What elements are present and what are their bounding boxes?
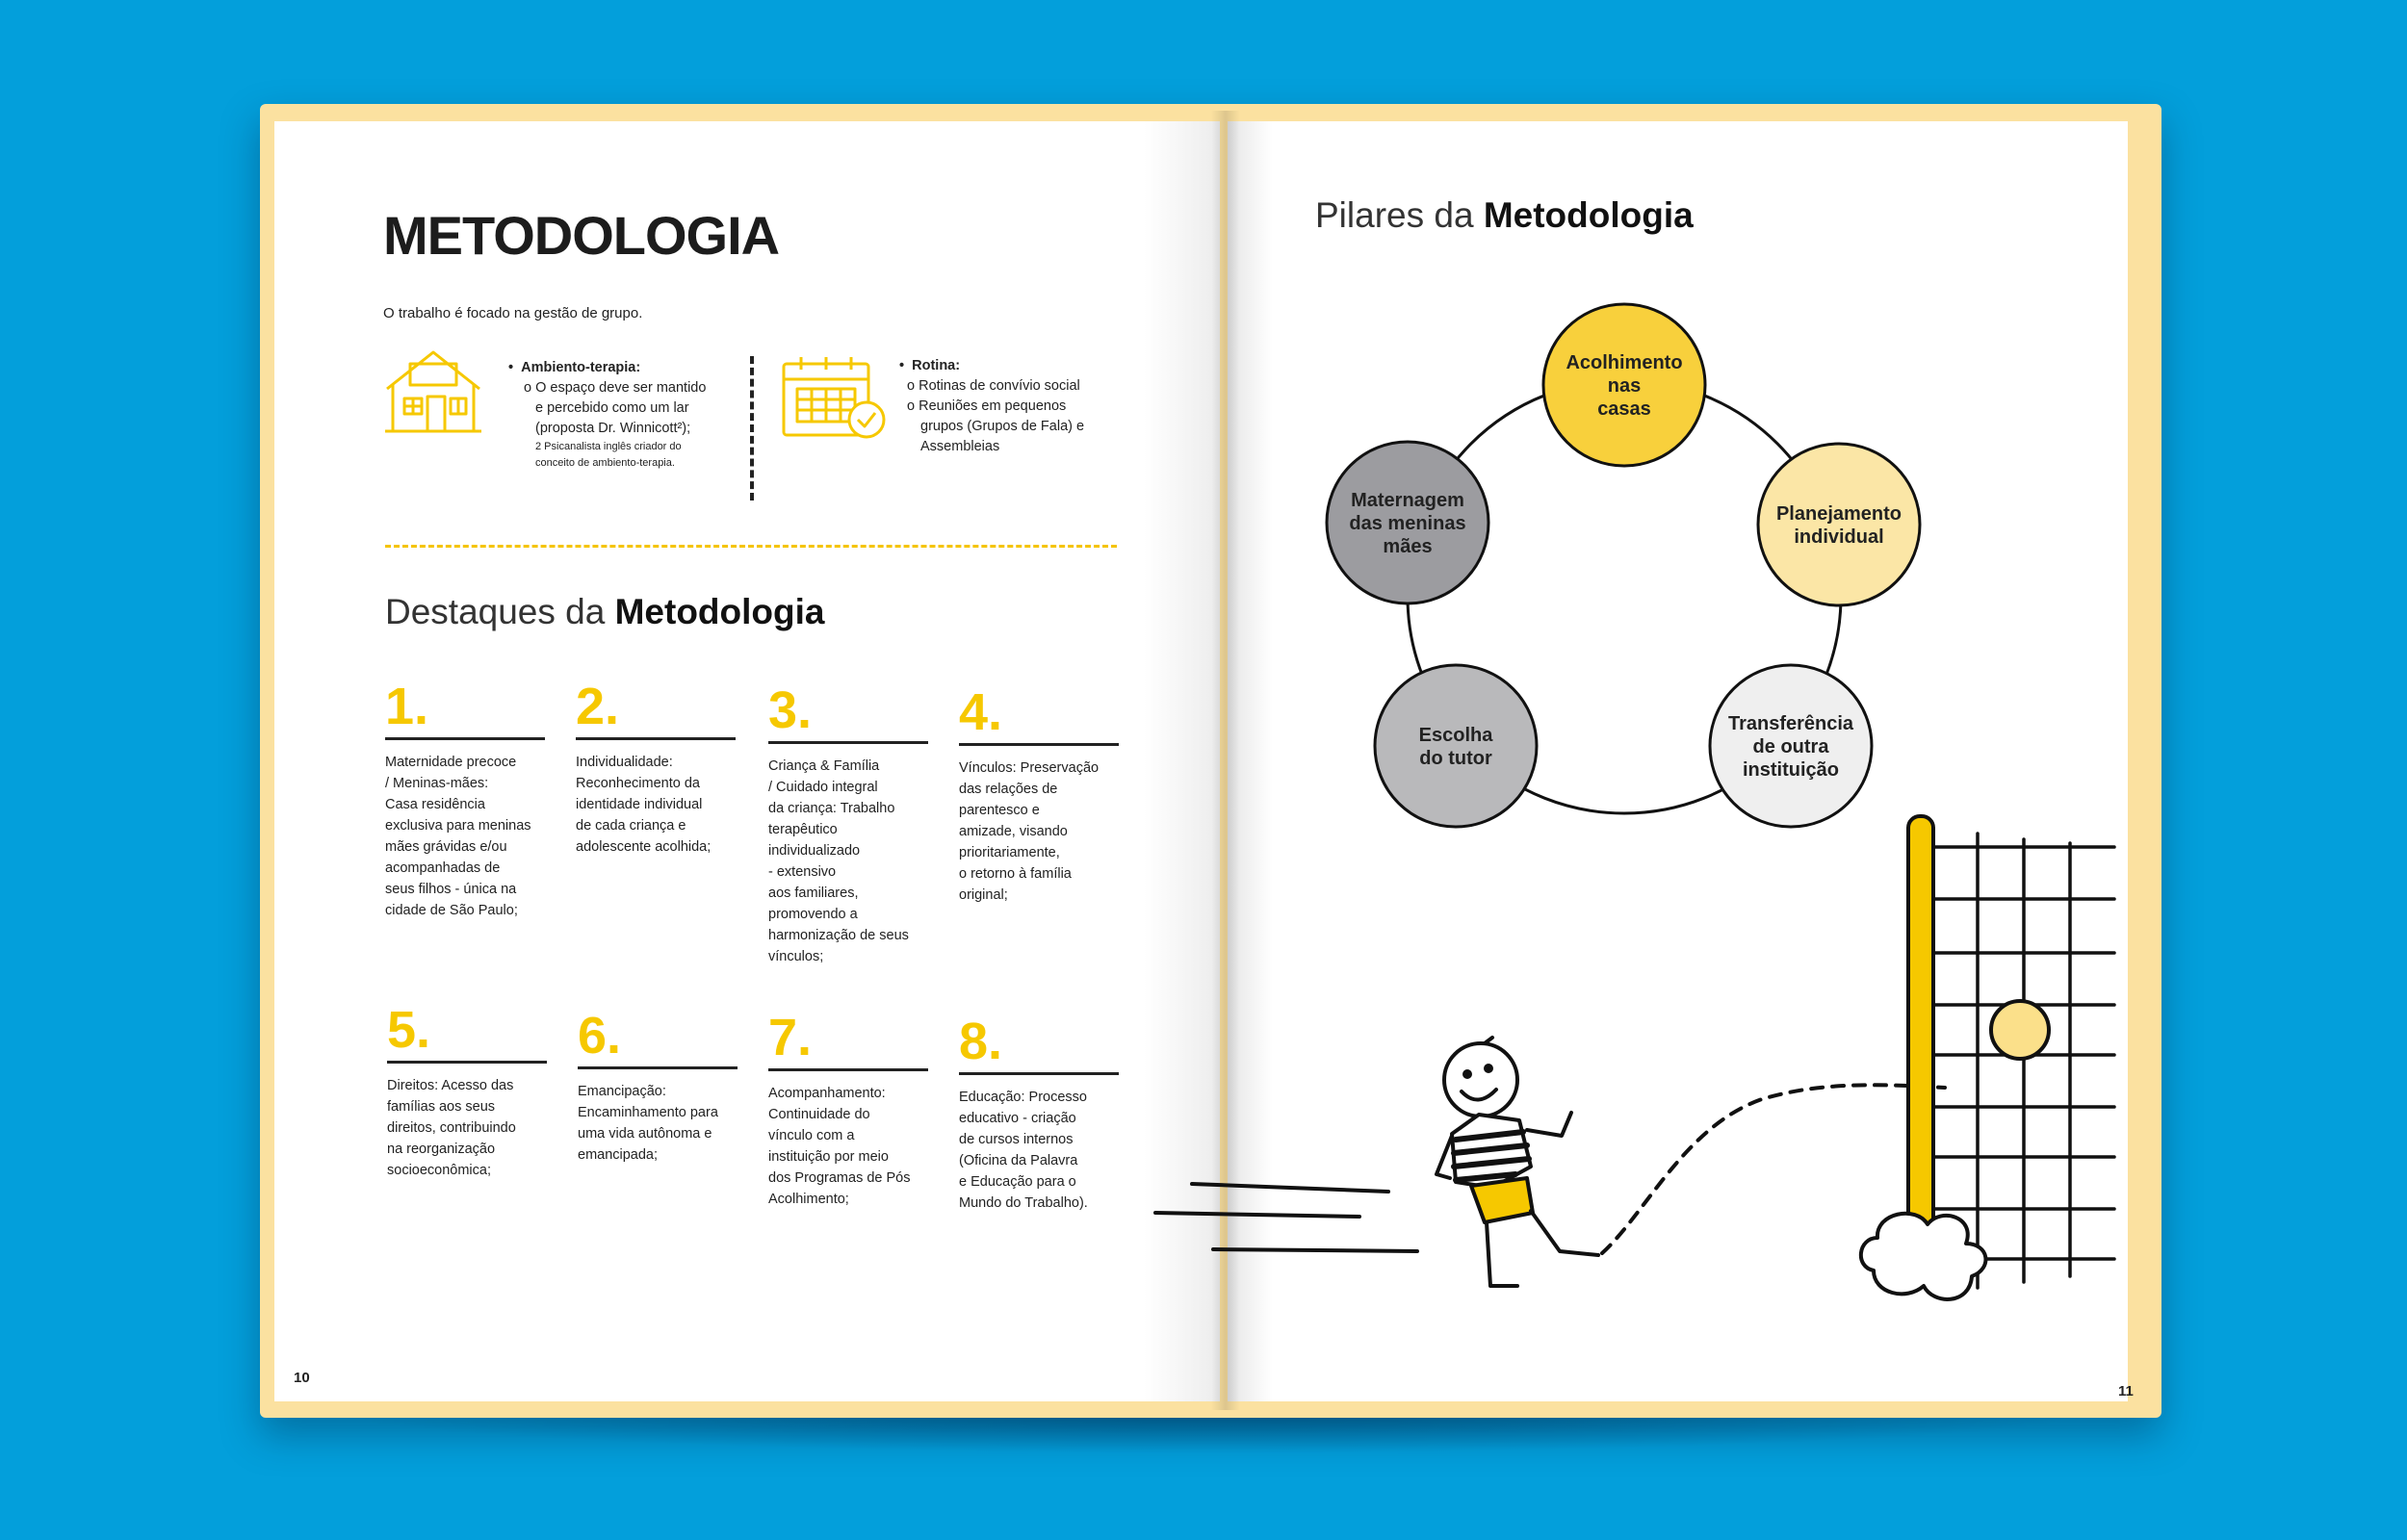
footnote-line: conceito de ambiento-terapia. bbox=[535, 457, 675, 469]
page-title: METODOLOGIA bbox=[383, 205, 780, 266]
highlight-line: identidade individual bbox=[576, 797, 703, 812]
highlight-line: vínculo com a bbox=[768, 1128, 855, 1143]
pillar-label: Planejamento bbox=[1775, 503, 1902, 525]
highlight-number: 4. bbox=[959, 683, 1003, 741]
pillar-label: mães bbox=[1383, 536, 1433, 557]
house-icon bbox=[383, 346, 483, 440]
highlight-line: Acompanhamento: bbox=[768, 1086, 886, 1101]
highlight-item bbox=[768, 1011, 928, 1210]
highlight-rule bbox=[768, 741, 928, 744]
highlight-line: da criança: Trabalho bbox=[768, 801, 895, 816]
pillar-label: Escolha bbox=[1418, 725, 1493, 746]
highlight-line: individualizado bbox=[768, 843, 861, 859]
highlight-line: / Cuidado integral bbox=[768, 780, 878, 795]
highlight-text bbox=[768, 756, 928, 967]
ambiento-line: o O espaço deve ser mantido bbox=[524, 380, 707, 396]
highlight-rule bbox=[576, 737, 736, 740]
highlight-rule bbox=[385, 737, 545, 740]
destaques-heading-light: Destaques da bbox=[385, 592, 615, 631]
dust-cloud bbox=[1861, 1214, 1986, 1299]
pillar-label: Maternagem bbox=[1351, 490, 1464, 511]
pillar-label: das meninas bbox=[1349, 513, 1466, 534]
highlight-line: Direitos: Acesso das bbox=[387, 1078, 514, 1093]
pillar-label: Acolhimento bbox=[1566, 352, 1683, 373]
highlight-line: Reconhecimento da bbox=[576, 776, 700, 791]
goal-post bbox=[1908, 816, 1933, 1249]
highlight-rule bbox=[387, 1061, 547, 1064]
highlight-line: Encaminhamento para bbox=[578, 1105, 718, 1120]
kid-leg bbox=[1531, 1211, 1598, 1255]
kid-eye bbox=[1464, 1071, 1470, 1077]
ambiento-terapia-list bbox=[508, 358, 706, 472]
pillar-label: do tutor bbox=[1419, 748, 1492, 769]
rotina-heading: Rotina: bbox=[912, 358, 961, 373]
kid-kicking-ball-illustration bbox=[1146, 808, 2128, 1348]
highlight-item bbox=[959, 1014, 1119, 1214]
horizontal-dashed-divider bbox=[385, 545, 1117, 548]
kid-hair bbox=[1485, 1038, 1492, 1043]
highlight-item bbox=[768, 683, 928, 967]
pilares-heading-bold: Metodologia bbox=[1483, 195, 1694, 235]
destaques-heading bbox=[385, 592, 824, 632]
highlight-line: uma vida autônoma e bbox=[578, 1126, 712, 1142]
speed-line bbox=[1213, 1249, 1417, 1251]
highlight-line: promovendo a bbox=[768, 907, 858, 922]
highlight-line: na reorganização bbox=[387, 1142, 496, 1157]
highlight-item bbox=[578, 1009, 738, 1166]
ambiento-heading: Ambiento-terapia: bbox=[521, 360, 641, 375]
page-number-right: 11 bbox=[2118, 1383, 2134, 1399]
rotina-line: o Rotinas de convívio social bbox=[907, 378, 1080, 394]
speed-line bbox=[1192, 1184, 1388, 1192]
highlight-number: 1. bbox=[385, 678, 429, 735]
bullet-dot: • bbox=[899, 358, 913, 373]
highlight-number: 6. bbox=[578, 1007, 622, 1065]
highlight-line: / Meninas-mães: bbox=[385, 776, 489, 791]
highlight-line: - extensivo bbox=[768, 864, 837, 880]
highlight-line: Educação: Processo bbox=[959, 1090, 1087, 1105]
highlight-line: seus filhos - única na bbox=[385, 882, 517, 897]
highlight-line: original; bbox=[959, 887, 1008, 903]
highlight-number: 5. bbox=[387, 1001, 431, 1059]
highlight-line: dos Programas de Pós bbox=[768, 1170, 911, 1186]
pillar-label: individual bbox=[1794, 526, 1884, 548]
highlight-line: Maternidade precoce bbox=[385, 755, 517, 770]
bullet-dot: • bbox=[508, 360, 522, 375]
highlight-line: Individualidade: bbox=[576, 755, 673, 770]
highlight-text bbox=[959, 757, 1119, 906]
kid-arm bbox=[1527, 1113, 1571, 1136]
intro-text: O trabalho é focado na gestão de grupo. bbox=[383, 305, 643, 321]
highlight-rule bbox=[959, 743, 1119, 746]
pilares-heading-light: Pilares da bbox=[1315, 195, 1484, 235]
highlight-line: de cada criança e bbox=[576, 818, 686, 834]
pillar-label: nas bbox=[1607, 375, 1642, 397]
highlight-line: Continuidade do bbox=[768, 1107, 870, 1122]
highlight-line: amizade, visando bbox=[959, 824, 1068, 839]
highlight-line: socioeconômica; bbox=[387, 1163, 491, 1178]
pillar-label: instituição bbox=[1742, 759, 1840, 781]
highlight-line: instituição por meio bbox=[768, 1149, 889, 1165]
highlight-line: vínculos; bbox=[768, 949, 824, 964]
rotina-line: grupos (Grupos de Fala) e bbox=[920, 419, 1085, 434]
highlight-line: emancipada; bbox=[578, 1147, 659, 1163]
highlight-line: de cursos internos bbox=[959, 1132, 1074, 1147]
speed-line bbox=[1155, 1213, 1359, 1217]
highlight-line: prioritariamente, bbox=[959, 845, 1060, 860]
highlight-line: educativo - criação bbox=[959, 1111, 1076, 1126]
highlight-line: Vínculos: Preservação bbox=[959, 760, 1100, 776]
highlight-line: famílias aos seus bbox=[387, 1099, 496, 1115]
highlight-line: das relações de bbox=[959, 782, 1058, 797]
ball bbox=[1991, 1001, 2049, 1059]
highlight-text bbox=[578, 1081, 738, 1166]
highlight-text bbox=[959, 1087, 1119, 1214]
highlight-line: e Educação para o bbox=[959, 1174, 1076, 1190]
footnote-line: 2 Psicanalista inglês criador do bbox=[535, 441, 682, 452]
highlight-line: Mundo do Trabalho). bbox=[959, 1195, 1088, 1211]
kid-shorts bbox=[1471, 1178, 1533, 1222]
highlight-text bbox=[768, 1083, 928, 1210]
highlight-number: 7. bbox=[768, 1009, 813, 1066]
rotina-line: o Reuniões em pequenos bbox=[907, 398, 1067, 414]
calendar-check-icon bbox=[780, 354, 888, 448]
highlight-line: direitos, contribuindo bbox=[387, 1120, 516, 1136]
kid-leg bbox=[1487, 1222, 1517, 1286]
pillar-label: Transferência bbox=[1727, 713, 1854, 734]
ambiento-line: e percebido como um lar bbox=[535, 400, 689, 416]
highlight-line: o retorno à família bbox=[959, 866, 1072, 882]
highlight-line: cidade de São Paulo; bbox=[385, 903, 518, 918]
highlight-number: 8. bbox=[959, 1013, 1003, 1070]
highlight-rule bbox=[768, 1068, 928, 1071]
highlight-item bbox=[576, 680, 736, 858]
highlight-number: 2. bbox=[576, 678, 620, 735]
page-number-left: 10 bbox=[294, 1370, 310, 1386]
vertical-dashed-divider bbox=[750, 356, 754, 500]
highlight-item bbox=[959, 685, 1119, 906]
highlight-line: parentesco e bbox=[959, 803, 1040, 818]
kid-eye bbox=[1486, 1065, 1491, 1071]
highlight-line: Casa residência bbox=[385, 797, 485, 812]
highlight-text bbox=[576, 752, 736, 858]
highlight-item bbox=[387, 1003, 547, 1181]
highlight-line: adolescente acolhida; bbox=[576, 839, 712, 855]
ambiento-line: (proposta Dr. Winnicott²); bbox=[535, 421, 691, 436]
highlight-line: terapêutico bbox=[768, 822, 838, 837]
highlight-line: exclusiva para meninas bbox=[385, 818, 531, 834]
highlight-line: (Oficina da Palavra bbox=[959, 1153, 1078, 1168]
highlight-rule bbox=[959, 1072, 1119, 1075]
pillar-circle bbox=[1375, 665, 1537, 827]
highlight-line: Criança & Família bbox=[768, 758, 880, 774]
highlight-rule bbox=[578, 1066, 738, 1069]
pillar-circle bbox=[1758, 444, 1920, 605]
kid-head bbox=[1444, 1043, 1517, 1116]
highlight-line: harmonização de seus bbox=[768, 928, 909, 943]
rotina-line: Assembleias bbox=[920, 439, 1000, 454]
highlight-text bbox=[387, 1075, 547, 1181]
highlight-line: Emancipação: bbox=[578, 1084, 666, 1099]
highlight-line: mães grávidas e/ou bbox=[385, 839, 507, 855]
kid-arm bbox=[1436, 1136, 1452, 1178]
highlight-number: 3. bbox=[768, 681, 813, 739]
highlight-line: Acolhimento; bbox=[768, 1192, 849, 1207]
highlight-text bbox=[385, 752, 545, 921]
pillars-diagram bbox=[1319, 289, 1935, 847]
highlight-line: acompanhadas de bbox=[385, 860, 501, 876]
pilares-heading bbox=[1315, 195, 1694, 236]
highlight-line: aos familiares, bbox=[768, 886, 859, 901]
destaques-heading-bold: Metodologia bbox=[614, 592, 825, 631]
pillar-label: casas bbox=[1597, 398, 1651, 420]
pillar-label: de outra bbox=[1752, 736, 1829, 757]
highlight-item bbox=[385, 680, 545, 921]
rotina-list bbox=[899, 356, 1084, 457]
